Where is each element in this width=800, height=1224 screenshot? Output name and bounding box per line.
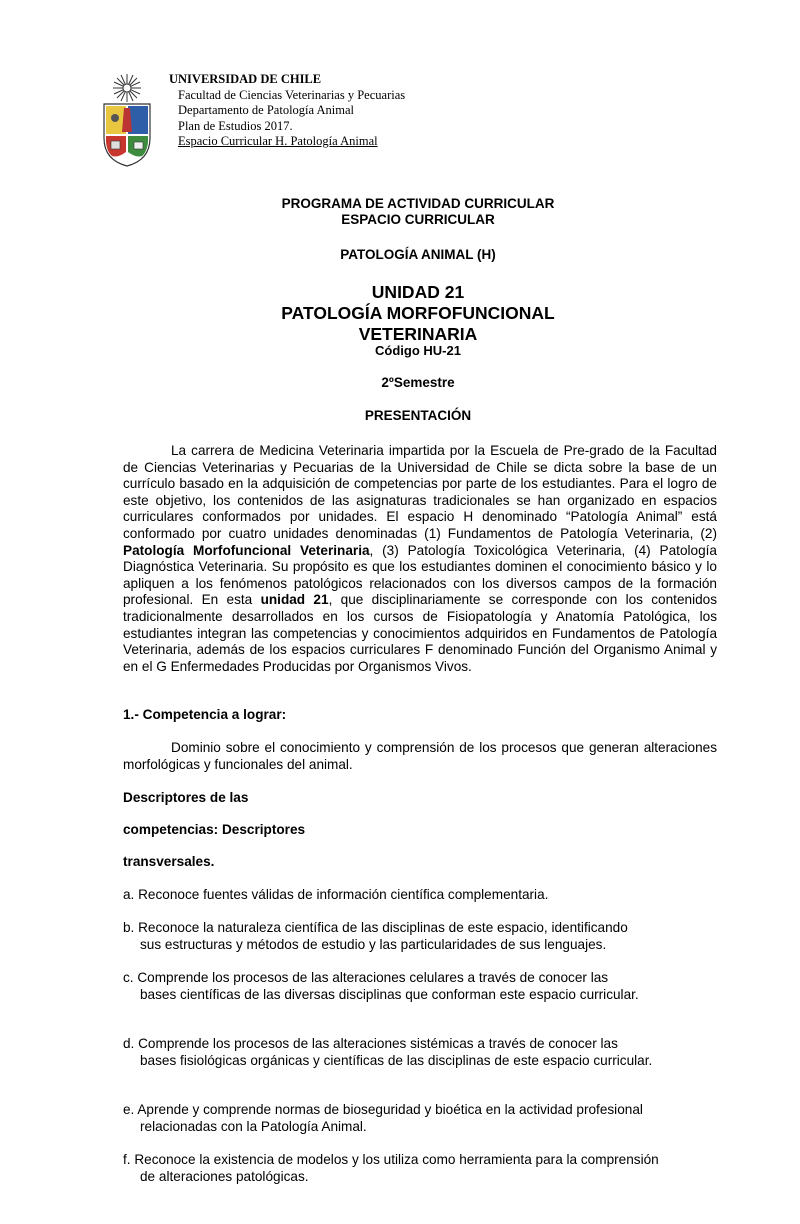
list-item-first-line: b. Reconoce la naturaleza científica de las disciplinas de este espacio, identificando	[123, 920, 628, 935]
unit-title-line-1: UNIDAD 21	[371, 282, 465, 302]
unit-title-line-3: VETERINARIA	[358, 324, 478, 344]
descriptors-heading-1: Descriptores de las	[123, 790, 249, 805]
program-line-1: PROGRAMA DE ACTIVIDAD CURRICULAR	[281, 196, 555, 211]
intro-bold-unit-name: Patología Morfofuncional Veterinaria	[123, 542, 370, 558]
unit-title	[100, 282, 736, 345]
list-item-continuation: de alteraciones patológicas.	[140, 1168, 309, 1184]
curricular-space: Espacio Curricular H. Patología Animal	[178, 134, 378, 148]
university-crest-icon	[98, 72, 156, 168]
program-line-2: ESPACIO CURRICULAR	[341, 212, 495, 227]
list-item-continuation: relacionadas con la Patología Animal.	[140, 1118, 367, 1134]
intro-text-1: La carrera de Medicina Veterinaria impartida por la Escuela de Pre-grado de la Facultad de Ciencias Veterinarias y Pecuarias de la Universidad de Chile se dicta sobre la base de un currículo basado en la adquisición de competencias por parte de los estudiantes. Para el logro de este objetivo, los contenidos de las asignaturas tradicionales se han organizado en espacios curriculares conformados por unidades. El espacio H denominado “Patología Animal” está conformado por cuatro unidades denominadas (1) Fundamentos de Patología Veterinaria, (2)	[123, 443, 717, 541]
list-item-first-line: a. Reconoce fuentes válidas de información científica complementaria.	[123, 887, 549, 902]
university-name: UNIVERSIDAD DE CHILE	[169, 72, 322, 86]
list-item-continuation: bases científicas de las diversas disciplinas que conforman este espacio curricular.	[140, 986, 639, 1002]
space-title: PATOLOGÍA ANIMAL (H)	[340, 247, 496, 262]
list-item	[123, 920, 717, 953]
list-item-continuation: sus estructuras y métodos de estudio y las particularidades de sus lenguajes.	[140, 936, 607, 952]
list-item	[123, 887, 717, 904]
intro-text-3: , que disciplinariamente se corresponde con los contenidos tradicionalmente desarrollados en los cursos de Fisiopatología y Anatomía Patológica, los estudiantes integran las competencias y conocimientos adquiridos en Fundamentos de Patología Veterinaria, además de los espacios curriculares F denominado Función del Organismo Animal y en el G Enfermedades Producidas por Organismos Vivos.	[123, 592, 718, 674]
unit-code: Código HU-21	[375, 343, 461, 358]
presentation-heading: PRESENTACIÓN	[364, 408, 472, 423]
list-item-first-line: c. Comprende los procesos de las alteraciones celulares a través de conocer las	[123, 970, 609, 985]
faculty-name: Facultad de Ciencias Veterinarias y Pecuarias	[178, 87, 406, 102]
list-item-continuation: bases fisiológicas orgánicas y científicas de las disciplinas de este espacio curricular.	[140, 1052, 653, 1068]
study-plan: Plan de Estudios 2017.	[178, 118, 293, 133]
list-item	[123, 1152, 717, 1185]
semester: 2ºSemestre	[381, 375, 455, 390]
list-item-first-line: e. Aprende y comprende normas de bioseguridad y bioética en la actividad profesional	[123, 1102, 643, 1117]
descriptors-heading-3: transversales.	[123, 854, 215, 869]
unit-title-line-2: PATOLOGÍA MORFOFUNCIONAL	[281, 303, 555, 323]
competence-heading: 1.- Competencia a lograr:	[123, 707, 287, 722]
intro-bold-unit-number: unidad 21	[260, 592, 329, 608]
list-item	[123, 1036, 663, 1069]
intro-text-2: , (3) Patología Toxicológica Veterinaria, (4) Patología Diagnóstica Veterinaria. Su propósito es que los estudiantes dominen el conocimiento básico y lo apliquen a los fenómenos patológicos relacionados con los diversos campos de la formación profesional. En esta	[123, 542, 717, 608]
presentation-paragraph	[123, 443, 717, 675]
list-item	[123, 1102, 717, 1135]
competence-text: Dominio sobre el conocimiento y comprensión de los procesos que generan alteraciones morfológicas y funcionales del animal.	[123, 740, 717, 772]
program-heading	[100, 196, 736, 228]
list-item-first-line: f. Reconoce la existencia de modelos y los utiliza como herramienta para la comprensión	[123, 1152, 659, 1167]
descriptors-heading-2: competencias: Descriptores	[123, 822, 306, 837]
list-item-first-line: d. Comprende los procesos de las alteraciones sistémicas a través de conocer las	[123, 1036, 618, 1051]
department-name: Departamento de Patología Animal	[178, 103, 354, 117]
list-item	[123, 970, 643, 1003]
institution-header	[168, 72, 405, 150]
